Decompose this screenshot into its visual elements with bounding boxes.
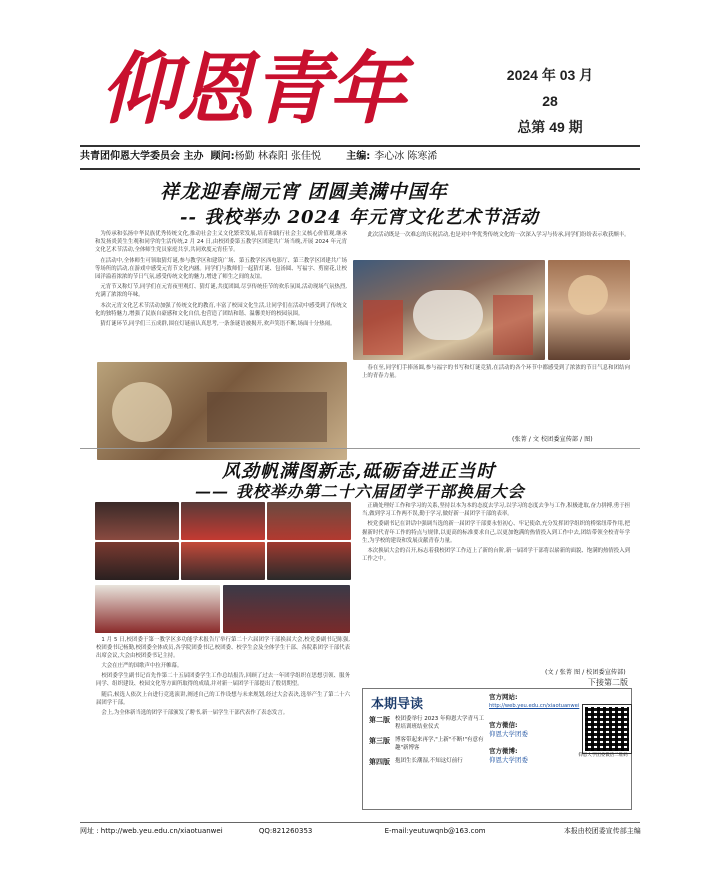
article1-paragraph: 在活动中,全体师生可领取猜灯谜,参与教学区和建筑广场、第五教学区西电影厅、第三教学区团建共广场等场所的活动,在游戏中感受元宵节文化内涵。同学们与教师们一起猜灯谜、包汤圆、写福字、剪窗花,让校园洋溢着浓浓的节日气氛,感受传统文化的魅力,增进了师生之间的友谊。 bbox=[95, 257, 347, 281]
footer-website[interactable]: 网址 : http://web.yeu.edu.cn/xiaotuanwei bbox=[80, 827, 223, 835]
article2-photo bbox=[267, 542, 351, 580]
footer-email[interactable]: E-mail:yeutuwqnb@163.com bbox=[384, 827, 486, 835]
article1-photo-2 bbox=[353, 260, 545, 360]
toc-edition: 第三版 bbox=[369, 737, 390, 745]
article2-photo bbox=[181, 542, 265, 580]
article2-photo bbox=[267, 502, 351, 540]
article2-photo-grid bbox=[95, 502, 350, 582]
article1-paragraph: 此次活动既是一次难忘的庆祝活动,也是对中华优秀传统文化的一次深入学习与传承,同学们纷纷表示收获颇丰。 bbox=[367, 232, 630, 238]
qr-caption: 仰恩大学团委微信二维码 bbox=[578, 753, 628, 758]
article1-paragraph: 猜灯谜环节,同学们三五成群,围在灯谜前认真思考,一条条谜语被揭开,欢声笑语不断,场面十分热闹。 bbox=[100, 321, 336, 328]
toc-item-text: 博客带起来再学,"上新"不断!"有意有趣"新博客 bbox=[395, 737, 484, 751]
article2-subtitle: —— 我校举办第二十六届团学干部换届大会 bbox=[195, 482, 525, 501]
toc-box bbox=[362, 688, 632, 810]
article2-title: 风劲帆满图新志,砥砺奋进正当时 bbox=[222, 461, 496, 482]
wechat-name: 仰恩大学团委 bbox=[489, 730, 528, 738]
footer bbox=[80, 822, 640, 839]
article2-paragraph: 随后,候选人依次上台进行竞选演讲,阐述自己的工作设想与未来规划,经过大会表决,选举产生了第二十六届团学干部。 bbox=[96, 691, 350, 706]
article2-col2 bbox=[362, 502, 630, 664]
toc-item-text: 校团委举行 2023 年仰恩大学青马工程培训班结业仪式 bbox=[395, 716, 484, 730]
article2-col1 bbox=[96, 662, 350, 814]
qr-code-icon[interactable] bbox=[583, 705, 631, 753]
toc-edition: 第四版 bbox=[369, 758, 390, 766]
issue-date: 2024 年 03 月 bbox=[506, 67, 594, 83]
editors: 李心冰 陈寒浠 bbox=[374, 151, 438, 162]
article1-paragraph: 元宵节又称灯节,同学们在元宵夜里观灯、猜灯谜,共度团圆,尽享传统佳节的欢乐氛围,活动现场气氛热烈,充满了浓浓的年味。 bbox=[95, 284, 347, 299]
masthead-rule-top bbox=[80, 145, 640, 147]
article1-subtitle: -- 我校举办 2024 年元宵文化艺术节活动 bbox=[180, 207, 539, 228]
article2-paragraph: 校团委学生副书记首先作第二十五届团委学生工作总结报告,回顾了过去一年团学组织在思想引领、服务同学、组织建设、校园文化等方面所取得的成绩,并对新一届团学干部提出了殷切期望。 bbox=[96, 673, 350, 688]
publisher: 共青团仰恩大学委员会 主办 bbox=[80, 151, 204, 162]
article1-col1 bbox=[95, 230, 347, 360]
wechat-label: 官方微信: bbox=[489, 721, 518, 729]
toc-edition: 第二版 bbox=[369, 716, 390, 724]
article2-byline: (文 / 张菁 图 / 校团委宣传部) bbox=[545, 669, 626, 676]
issue-number: 28 bbox=[542, 93, 558, 109]
website-link[interactable]: http://web.yeu.edu.cn/xiaotuanwei bbox=[489, 703, 580, 709]
toc-item[interactable] bbox=[369, 715, 489, 731]
editors-label: 主编: bbox=[346, 151, 371, 162]
article2-paragraph: 正确处理好工作和学习的关系,坚持以本为本的态度去学习,以学习的态度去争与工作,积极进取,奋力拼搏,勇于担当,做到学习工作两不误,勤于学习,做好新一届团学干部的表率。 bbox=[362, 503, 630, 518]
toc-contacts bbox=[489, 693, 581, 765]
article1-byline: (张菁 / 文 校团委宣传部 / 图) bbox=[512, 436, 593, 443]
article2-photo-group-right bbox=[223, 585, 350, 633]
article1-paragraph: 本次元宵文化艺术节活动加强了传统文化的教育,丰富了校园文化生活,让同学们在活动中感受到了传统文化的独特魅力,增强了民族自豪感和文化自信,也营造了团结和谐、温馨美好的校园氛围。 bbox=[95, 302, 347, 317]
footer-qq: QQ:821260353 bbox=[258, 827, 313, 835]
article1-paragraph: 为传承和弘扬中华民族优秀传统文化,推动社会主义文化繁荣发展,培育和践行社会主义核心价值观,继承和发扬炎黄生生观和同学的生活传统,2 月 24 日,由校团委第五教学区团建共广场当晚,开展 2024 年元宵文化艺术节活动,全体师生党员家庭共享,共同欢度元宵佳节。 bbox=[95, 231, 347, 254]
section-divider bbox=[80, 448, 640, 449]
article2-photo bbox=[181, 502, 265, 540]
article2-photo-caption bbox=[96, 636, 350, 662]
article1-photo-3 bbox=[548, 260, 630, 360]
article1-col2-bottom bbox=[362, 364, 630, 430]
footer-note: 本报由校团委宣传部主编 bbox=[563, 827, 641, 835]
advisers-label: 顾问: bbox=[210, 151, 235, 162]
toc-item[interactable] bbox=[369, 736, 489, 752]
weibo-name: 仰恩大学团委 bbox=[489, 756, 528, 764]
article2-paragraph: 本次换届大会的召开,标志着我校团学工作迈上了新的台阶,新一届团学干部将以崭新的面貌、饱满的热情投入到工作之中。 bbox=[362, 548, 630, 563]
toc-title: 本期导读 bbox=[371, 697, 424, 712]
continued-note: 下接第二版 bbox=[588, 678, 628, 687]
article1-photo-1 bbox=[97, 362, 347, 460]
article2-photo bbox=[95, 502, 179, 540]
issue-box bbox=[500, 65, 600, 143]
weibo-label: 官方微博: bbox=[489, 747, 518, 755]
advisers: 杨勤 林森阳 张佳悦 bbox=[234, 151, 322, 162]
masthead-title: 仰恩青年 bbox=[100, 44, 405, 135]
article1-title: 祥龙迎春闹元宵 团圆美满中国年 bbox=[160, 181, 448, 203]
article2-paragraph: 会上,为全体新当选的团学干部颁发了聘书,新一届学生干部代表作了表态发言。 bbox=[101, 710, 289, 717]
article1-paragraph: 春在至,同学们手捧汤圆,参与福字的书写和灯谜竞猜,在活动的各个环节中都感受到了浓浓的节日气息和团结向上的青春力量。 bbox=[362, 365, 630, 380]
article2-photo bbox=[95, 542, 179, 580]
toc-item-text: 抱团生长潮湿,不知这灯前行 bbox=[395, 758, 463, 764]
info-bar bbox=[80, 148, 600, 166]
article2-paragraph: 校党委副书记在讲话中强调当选的新一届团学干部要永恒初心、牢记使命,充分发挥团学组织的桥梁纽带作用,把握新时代青年工作的特点与规律,以更高的标准要求自己,以更加饱满的热情投入到工作中去,团结带领全校青年学生,为学校的建设和发展贡献青春力量。 bbox=[362, 521, 630, 544]
article1-col2-top bbox=[362, 231, 630, 257]
issue-total: 总第 49 期 bbox=[517, 119, 583, 135]
photo-caption-text: 1 月 5 日,校团委于第一教学区多功能学术报告厅举行第二十六届团学干部换届大会,校党委副书记陈强,校团委书记杨勤,校团委全体成员,各学院团委书记,校团委、校学生会及全体学生干部、各院系团学干部代表出席会议,大会由校团委书记主持。 bbox=[96, 637, 350, 660]
website-label: 官方网站: bbox=[489, 693, 518, 701]
masthead-rule-bottom bbox=[80, 168, 640, 170]
article2-photo-group-left bbox=[95, 585, 220, 633]
toc-list bbox=[369, 715, 489, 767]
toc-item[interactable] bbox=[369, 757, 489, 767]
article2-paragraph: 大会在庄严的国歌声中拉开帷幕。 bbox=[101, 663, 183, 669]
